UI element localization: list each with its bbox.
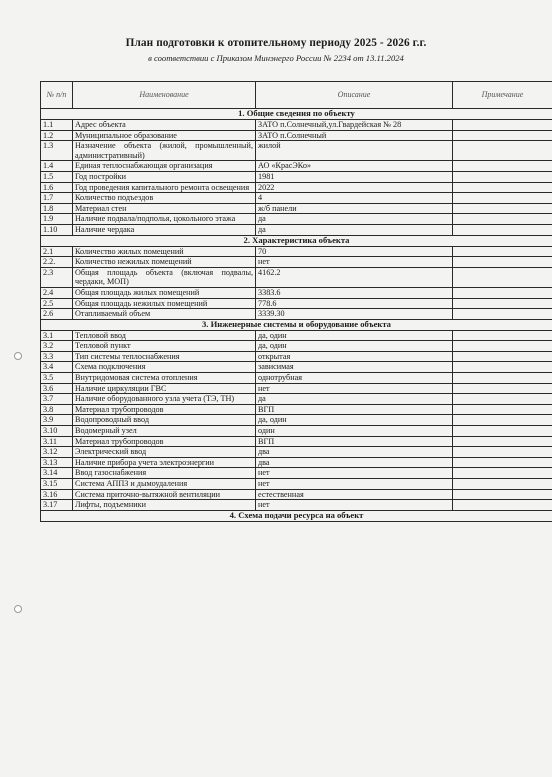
row-note	[453, 298, 552, 309]
row-note	[453, 182, 552, 193]
row-note	[453, 203, 552, 214]
row-number: 2.4	[41, 287, 73, 298]
row-note	[453, 224, 552, 235]
row-name: Тепловой ввод	[73, 330, 256, 341]
row-note	[453, 351, 552, 362]
table-row	[41, 362, 552, 373]
section-header-row	[41, 510, 552, 521]
table-row	[41, 182, 552, 193]
row-number: 3.2	[41, 341, 73, 352]
punch-hole	[14, 352, 22, 360]
row-value: нет	[256, 257, 453, 268]
table-row	[41, 130, 552, 141]
row-name: Тепловой пункт	[73, 341, 256, 352]
row-value: естественная	[256, 489, 453, 500]
table-row	[41, 383, 552, 394]
row-name: Система приточно-вытяжной вентиляции	[73, 489, 256, 500]
row-note	[453, 330, 552, 341]
row-value: 70	[256, 246, 453, 257]
row-value: два	[256, 457, 453, 468]
row-name: Внутридомовая система отопления	[73, 373, 256, 384]
row-note	[453, 267, 552, 287]
row-note	[453, 341, 552, 352]
row-note	[453, 489, 552, 500]
row-number: 1.3	[41, 141, 73, 161]
row-name: Общая площадь нежилых помещений	[73, 298, 256, 309]
row-number: 1.1	[41, 120, 73, 131]
table-row	[41, 489, 552, 500]
row-number: 2.3	[41, 267, 73, 287]
row-note	[453, 171, 552, 182]
row-value: открытая	[256, 351, 453, 362]
section-header-row	[41, 235, 552, 246]
row-number: 3.14	[41, 468, 73, 479]
table-row	[41, 171, 552, 182]
table-row	[41, 404, 552, 415]
table-row	[41, 298, 552, 309]
row-value: да, один	[256, 415, 453, 426]
row-value: да, один	[256, 341, 453, 352]
row-value: нет	[256, 468, 453, 479]
row-name: Общая площадь объекта (включая подвалы, чердаки, МОП)	[73, 267, 256, 287]
row-value: ж/б панели	[256, 203, 453, 214]
row-note	[453, 362, 552, 373]
row-name: Единая теплоснабжающая организация	[73, 161, 256, 172]
table-header-row	[41, 82, 552, 109]
row-note	[453, 468, 552, 479]
row-name: Количество жилых помещений	[73, 246, 256, 257]
row-note	[453, 500, 552, 511]
row-value: нет	[256, 383, 453, 394]
row-name: Наличие чердака	[73, 224, 256, 235]
row-number: 3.10	[41, 426, 73, 437]
row-name: Тип системы теплоснабжения	[73, 351, 256, 362]
row-value: однотрубная	[256, 373, 453, 384]
row-number: 3.16	[41, 489, 73, 500]
row-note	[453, 447, 552, 458]
row-note	[453, 404, 552, 415]
table-row	[41, 214, 552, 225]
row-name: Материал трубопроводов	[73, 436, 256, 447]
document-title: План подготовки к отопительному периоду 2025 - 2026 г.г.	[125, 37, 427, 49]
table-row	[41, 330, 552, 341]
row-value: да, один	[256, 330, 453, 341]
row-name: Система АППЗ и дымоудаления	[73, 479, 256, 490]
table-row	[41, 287, 552, 298]
plan-table	[40, 81, 552, 522]
row-value: 4162.2	[256, 267, 453, 287]
table-row	[41, 500, 552, 511]
row-number: 2.5	[41, 298, 73, 309]
row-value: два	[256, 447, 453, 458]
row-value: ЗАТО п.Солнечный,ул.Гвардейская № 28	[256, 120, 453, 131]
table-row	[41, 457, 552, 468]
header-name: Наименование	[73, 82, 256, 109]
row-note	[453, 415, 552, 426]
row-name: Наличие подвала/подполья, цокольного этажа	[73, 214, 256, 225]
row-value: 3383.6	[256, 287, 453, 298]
table-row	[41, 141, 552, 161]
row-note	[453, 426, 552, 437]
row-number: 3.11	[41, 436, 73, 447]
row-number: 3.9	[41, 415, 73, 426]
section-header-row	[41, 319, 552, 330]
row-note	[453, 161, 552, 172]
row-number: 1.6	[41, 182, 73, 193]
table-body	[41, 109, 552, 522]
row-value: ВГП	[256, 404, 453, 415]
header-num: № п/п	[41, 82, 73, 109]
row-note	[453, 457, 552, 468]
row-number: 1.4	[41, 161, 73, 172]
table-row	[41, 267, 552, 287]
table-row	[41, 246, 552, 257]
row-number: 2.6	[41, 309, 73, 320]
row-number: 1.5	[41, 171, 73, 182]
row-number: 3.7	[41, 394, 73, 405]
table-row	[41, 479, 552, 490]
row-name: Лифты, подъемники	[73, 500, 256, 511]
row-number: 1.2	[41, 130, 73, 141]
table-row	[41, 341, 552, 352]
row-value: нет	[256, 479, 453, 490]
row-name: Отапливаемый объем	[73, 309, 256, 320]
row-name: Количество нежилых помещений	[73, 257, 256, 268]
table-row	[41, 161, 552, 172]
row-value: 1981	[256, 171, 453, 182]
row-number: 3.13	[41, 457, 73, 468]
row-value: зависимая	[256, 362, 453, 373]
section-title: 1. Общие сведения по объекту	[41, 109, 552, 120]
row-name: Водопроводный ввод	[73, 415, 256, 426]
row-number: 3.12	[41, 447, 73, 458]
row-note	[453, 383, 552, 394]
row-value: 778.6	[256, 298, 453, 309]
row-number: 3.1	[41, 330, 73, 341]
row-number: 3.4	[41, 362, 73, 373]
table-row	[41, 193, 552, 204]
row-value: 3339.30	[256, 309, 453, 320]
row-name: Год постройки	[73, 171, 256, 182]
row-name: Адрес объекта	[73, 120, 256, 131]
row-note	[453, 246, 552, 257]
row-number: 3.8	[41, 404, 73, 415]
row-note	[453, 309, 552, 320]
row-number: 1.7	[41, 193, 73, 204]
table-row	[41, 120, 552, 131]
row-name: Схема подключения	[73, 362, 256, 373]
punch-hole	[14, 605, 22, 613]
row-name: Материал трубопроводов	[73, 404, 256, 415]
row-name: Общая площадь жилых помещений	[73, 287, 256, 298]
row-note	[453, 436, 552, 447]
row-number: 1.9	[41, 214, 73, 225]
table-row	[41, 447, 552, 458]
row-number: 1.8	[41, 203, 73, 214]
row-name: Водомерный узел	[73, 426, 256, 437]
section-header-row	[41, 109, 552, 120]
row-note	[453, 214, 552, 225]
row-number: 3.6	[41, 383, 73, 394]
row-name: Наличие циркуляции ГВС	[73, 383, 256, 394]
row-value: ВГП	[256, 436, 453, 447]
row-name: Наличие прибора учета электроэнергии	[73, 457, 256, 468]
table-row	[41, 257, 552, 268]
row-value: один	[256, 426, 453, 437]
row-value: ЗАТО п.Солнечный	[256, 130, 453, 141]
row-number: 3.5	[41, 373, 73, 384]
table-row	[41, 436, 552, 447]
row-value: да	[256, 214, 453, 225]
row-note	[453, 394, 552, 405]
row-number: 3.15	[41, 479, 73, 490]
header-description: Описание	[256, 82, 453, 109]
document-subtitle: в соответствии с Приказом Минэнерго России № 2234 от 13.11.2024	[148, 53, 404, 63]
row-value: АО «КрасЭКо»	[256, 161, 453, 172]
row-name: Год проведения капитального ремонта освещения	[73, 182, 256, 193]
table-row	[41, 351, 552, 362]
row-name: Материал стен	[73, 203, 256, 214]
row-name: Количество подъездов	[73, 193, 256, 204]
table-row	[41, 373, 552, 384]
row-note	[453, 193, 552, 204]
row-note	[453, 373, 552, 384]
table-row	[41, 415, 552, 426]
header-note: Примечание	[453, 82, 552, 109]
row-value: да	[256, 224, 453, 235]
row-note	[453, 479, 552, 490]
section-title: 4. Схема подачи ресурса на объект	[41, 510, 552, 521]
row-value: жилой	[256, 141, 453, 161]
row-note	[453, 130, 552, 141]
table-row	[41, 426, 552, 437]
row-number: 1.10	[41, 224, 73, 235]
row-note	[453, 120, 552, 131]
row-name: Муниципальное образование	[73, 130, 256, 141]
table-row	[41, 468, 552, 479]
row-note	[453, 257, 552, 268]
table-row	[41, 394, 552, 405]
row-name: Ввод газоснабжения	[73, 468, 256, 479]
row-note	[453, 287, 552, 298]
table-row	[41, 224, 552, 235]
row-name: Наличие оборудованного узла учета (ТЭ, ТН)	[73, 394, 256, 405]
row-number: 3.17	[41, 500, 73, 511]
table-row	[41, 309, 552, 320]
table-row	[41, 203, 552, 214]
row-name: Электрический ввод	[73, 447, 256, 458]
row-number: 2.2.	[41, 257, 73, 268]
row-value: нет	[256, 500, 453, 511]
row-number: 3.3	[41, 351, 73, 362]
section-title: 3. Инженерные системы и оборудование объекта	[41, 319, 552, 330]
row-note	[453, 141, 552, 161]
section-title: 2. Характеристика объекта	[41, 235, 552, 246]
row-value: 4	[256, 193, 453, 204]
row-value: да	[256, 394, 453, 405]
row-value: 2022	[256, 182, 453, 193]
row-name: Назначение объекта (жилой, промышленный, административный)	[73, 141, 256, 161]
row-number: 2.1	[41, 246, 73, 257]
